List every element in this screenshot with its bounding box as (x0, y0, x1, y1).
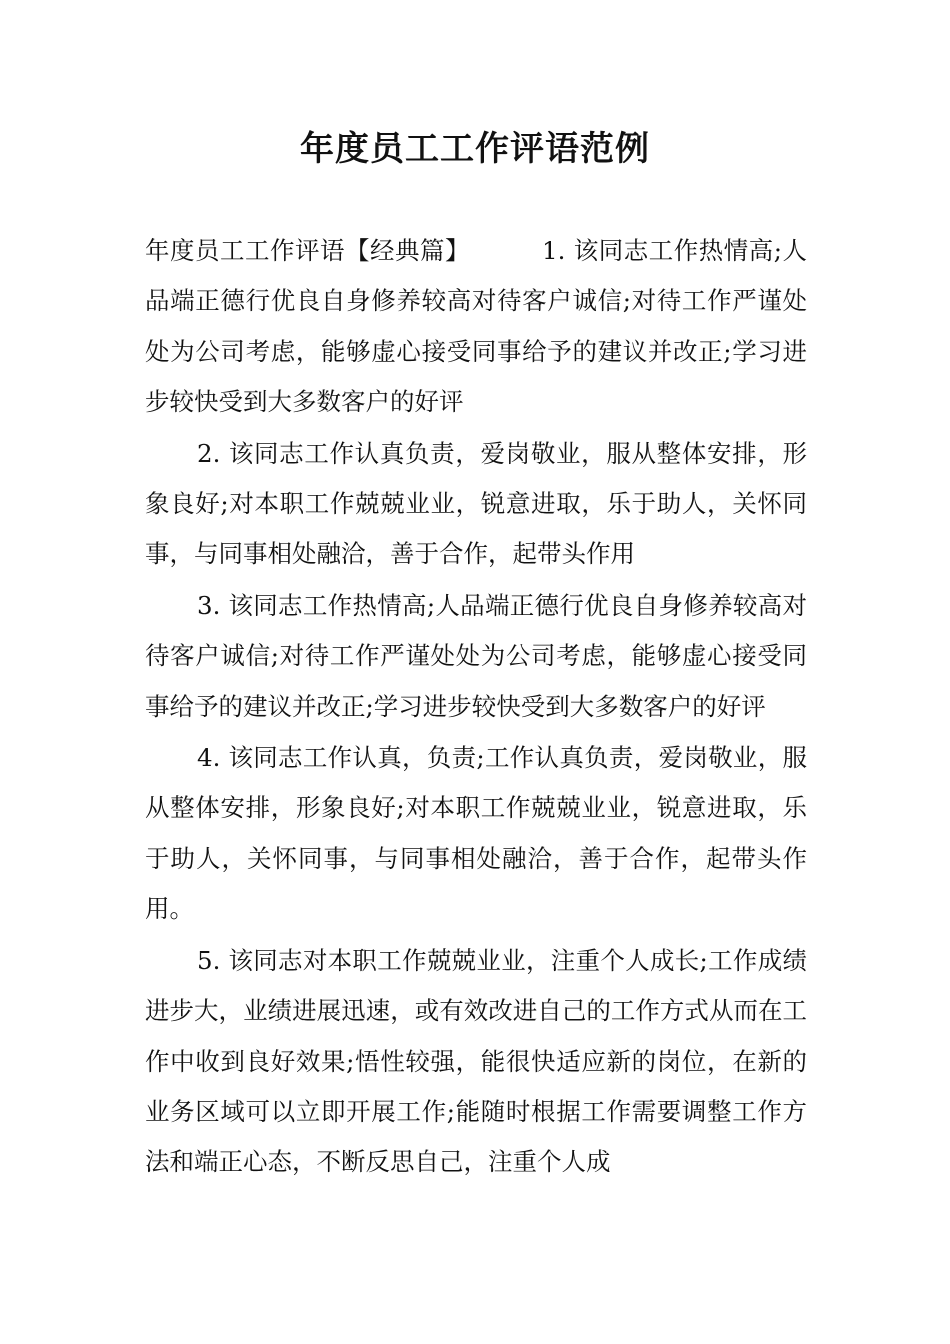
page-title: 年度员工工作评语范例 (300, 129, 650, 169)
paragraph-3: 3. 该同志工作热情高;人品端正德行优良自身修养较高对待客户诚信;对待工作严谨处处为公司考虑，能够虚心接受同事给予的建议并改正;学习进步较快受到大多数客户的好评 (145, 590, 807, 721)
document-body (145, 226, 807, 1189)
paragraph-4: 4. 该同志工作认真，负责;工作认真负责，爱岗敬业，服从整体安排，形象良好;对本职工作兢兢业业，锐意进取，乐于助人，关怀同事，与同事相处融洽，善于合作，起带头作用。 (145, 743, 807, 924)
paragraph-1 (145, 226, 807, 428)
paragraph-5: 5. 该同志对本职工作兢兢业业，注重个人成长;工作成绩进步大，业绩进展迅速，或有效改进自己的工作方式从而在工作中收到良好效果;悟性较强，能很快适应新的岗位，在新的业务区域可以立即开展工作;能随时根据工作需要调整工作方法和端正心态，不断反思自己，注重个人成 (145, 945, 807, 1177)
paragraph-1-text: 1. 该同志工作热情高;人品端正德行优良自身修养较高对待客户诚信;对待工作严谨处处为公司考虑，能够虚心接受同事给予的建议并改正;学习进步较快受到大多数客户的好评 (145, 236, 807, 417)
section-heading: 年度员工工作评语【经典篇】 (145, 236, 471, 265)
paragraph-2: 2. 该同志工作认真负责，爱岗敬业，服从整体安排，形象良好;对本职工作兢兢业业，锐意进取，乐于助人，关怀同事，与同事相处融洽，善于合作，起带头作用 (145, 438, 807, 569)
